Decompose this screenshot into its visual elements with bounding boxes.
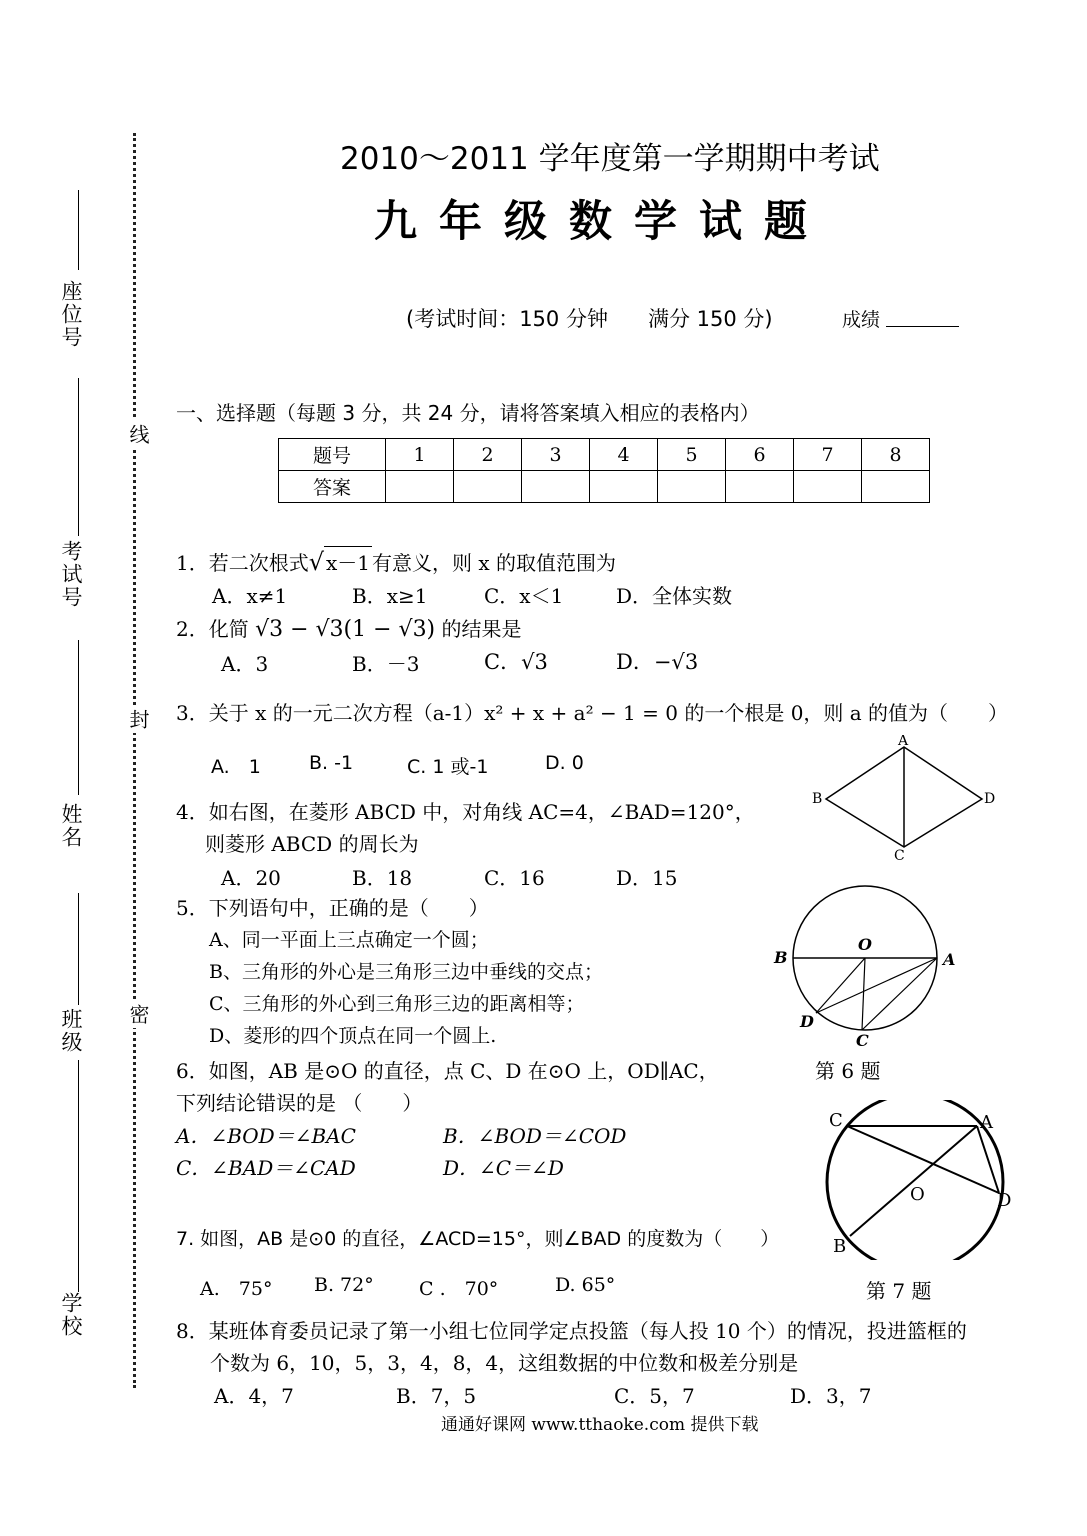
answer-cell[interactable] [794, 471, 862, 503]
q4-option-b: B．18 [352, 866, 413, 890]
answer-cell[interactable] [726, 471, 794, 503]
q6-option-a: A．∠BOD＝∠BAC [176, 1124, 356, 1148]
name-line [78, 640, 79, 795]
answer-cell[interactable] [658, 471, 726, 503]
question-4-line1: 4．如右图，在菱形 ABCD 中，对角线 AC=4，∠BAD=120°， [176, 800, 755, 824]
table-cell-number: 8 [862, 439, 930, 471]
q4-option-c: C．16 [484, 866, 545, 890]
answer-table [278, 438, 930, 503]
class-line [78, 893, 79, 1005]
figure-7 [815, 1100, 1025, 1260]
q2-option-b: B．－3 [352, 652, 420, 676]
table-cell-number: 1 [386, 439, 454, 471]
name-label: 姓名 [59, 803, 83, 849]
seal-dotted-line [133, 133, 136, 1388]
score-blank [886, 326, 959, 327]
exam-number-label: 考试号 [59, 540, 83, 609]
fig7-label-d: D [997, 1190, 1012, 1211]
seat-number-line [78, 190, 79, 270]
question-8-line1: 8．某班体育委员记录了第一小组七位同学定点投篮（每人投 10 个）的情况，投进篮框的 [176, 1319, 967, 1343]
footer: 通通好课网 www.tthaoke.com 提供下载 [441, 1415, 759, 1435]
q5-option-c: C、三角形的外心到三角形三边的距离相等； [209, 993, 585, 1015]
seat-number-label: 座位号 [59, 280, 83, 349]
section-heading: 一、选择题（每题 3 分，共 24 分，请将答案填入相应的表格内） [176, 401, 760, 425]
answer-table-answer-row [279, 471, 930, 503]
answer-cell[interactable] [386, 471, 454, 503]
rhombus-label-b: B [812, 791, 823, 807]
rhombus-label-a: A [898, 735, 909, 749]
school-label: 学校 [59, 1292, 83, 1338]
q8-option-c: C．5，7 [614, 1384, 695, 1408]
question-8-line2: 个数为 6，10，5，3，4，8，4，这组数据的中位数和极差分别是 [210, 1351, 799, 1375]
q6-option-b: B．∠BOD＝∠COD [443, 1124, 627, 1148]
exam-title: 2010～2011 学年度第一学期期中考试 [340, 141, 880, 177]
figure-7-caption: 第 7 题 [866, 1279, 932, 1303]
q3-option-c: C. 1 或-1 [407, 756, 489, 778]
fig6-label-d: D [800, 1012, 814, 1031]
question-1: 1．若二次根式√ x－1 有意义，则 x 的取值范围为 [176, 548, 617, 576]
table-cell-number: 6 [726, 439, 794, 471]
q8-option-a: A．4，7 [214, 1384, 294, 1408]
rhombus-label-c: C [894, 848, 905, 864]
q8-option-b: B．7，5 [396, 1384, 477, 1408]
question-3: 3．关于 x 的一元二次方程（a-1）x² + x + a² − 1 = 0 的一个根是 0，则 a 的值为（ ） [176, 701, 1009, 725]
q8-option-d: D．3，7 [790, 1384, 872, 1408]
exam-number-line [78, 378, 79, 536]
rhombus-figure [808, 735, 1008, 865]
question-5: 5．下列语句中，正确的是（ ） [176, 896, 489, 920]
q1-option-b: B．x≥1 [352, 584, 428, 608]
q3-option-d: D. 0 [545, 752, 584, 774]
table-cell-number: 3 [522, 439, 590, 471]
fig6-label-o: O [858, 935, 872, 954]
table-cell-label: 答案 [279, 471, 386, 503]
fig7-label-c: C [829, 1110, 843, 1131]
question-6-line1: 6．如图，AB 是⊙O 的直径，点 C、D 在⊙O 上，OD∥AC， [176, 1059, 719, 1083]
table-cell-number: 7 [794, 439, 862, 471]
q2-expression: √3 − √3(1 − √3) [255, 617, 436, 642]
q6-option-d: D．∠C＝∠D [443, 1156, 564, 1180]
rhombus-label-d: D [984, 791, 996, 807]
figure-6-caption: 第 6 题 [815, 1059, 881, 1083]
q2-option-d: D．−√3 [616, 650, 699, 674]
class-label: 班级 [59, 1008, 83, 1054]
figure-6 [770, 880, 970, 1048]
fig7-label-a: A [980, 1112, 993, 1133]
q1-option-a: A．x≠1 [212, 584, 288, 608]
answer-cell[interactable] [862, 471, 930, 503]
q1-option-c: C．x＜1 [484, 584, 564, 608]
fig6-label-b: B [774, 948, 788, 967]
seal-mark-xian: 线 [124, 420, 153, 448]
table-cell-number: 4 [590, 439, 658, 471]
table-cell-number: 2 [454, 439, 522, 471]
answer-cell[interactable] [454, 471, 522, 503]
q7-option-c: C . 70° [419, 1278, 499, 1300]
seal-mark-mi: 密 [124, 1000, 153, 1028]
table-cell-number: 5 [658, 439, 726, 471]
radicand: x－1 [324, 546, 372, 576]
q7-option-d: D. 65° [555, 1274, 616, 1296]
question-4-line2: 则菱形 ABCD 的周长为 [205, 832, 419, 856]
question-7: 7. 如图，AB 是⊙0 的直径，∠ACD=15°，则∠BAD 的度数为（ ） [176, 1228, 780, 1250]
q7-option-a: A. 75° [200, 1278, 273, 1300]
q4-option-d: D．15 [616, 866, 678, 890]
fig6-label-a: A [943, 950, 956, 969]
q4-option-a: A．20 [221, 866, 281, 890]
q7-option-b: B. 72° [314, 1274, 374, 1296]
q2-option-a: A．3 [221, 652, 269, 676]
answer-table-number-row [279, 439, 930, 471]
table-cell-label: 题号 [279, 439, 386, 471]
school-line [78, 1060, 79, 1292]
question-6-line2: 下列结论错误的是 （ ） [176, 1091, 423, 1115]
fig7-label-o: O [910, 1184, 925, 1205]
q5-option-d: D、菱形的四个顶点在同一个圆上. [209, 1025, 497, 1047]
answer-cell[interactable] [590, 471, 658, 503]
q2-option-c: C．√3 [484, 650, 548, 674]
score-label: 成绩 [842, 309, 881, 331]
answer-cell[interactable] [522, 471, 590, 503]
fig6-label-c: C [856, 1031, 869, 1048]
exam-info: (考试时间：150 分钟 满分 150 分) [406, 307, 773, 331]
question-2: 2．化简 √3 − √3(1 − √3) 的结果是 [176, 617, 522, 642]
q3-option-b: B. -1 [309, 752, 354, 774]
q5-option-a: A、同一平面上三点确定一个圆； [209, 929, 489, 951]
fig7-label-b: B [833, 1236, 847, 1257]
subject-title: 九年级数学试题 [374, 197, 829, 247]
q5-option-b: B、三角形的外心是三角形三边中垂线的交点； [209, 961, 603, 983]
q3-option-a: A. 1 [211, 756, 261, 778]
q6-option-c: C．∠BAD＝∠CAD [176, 1156, 356, 1180]
q1-option-d: D．全体实数 [616, 584, 733, 608]
seal-mark-feng: 封 [124, 705, 153, 733]
